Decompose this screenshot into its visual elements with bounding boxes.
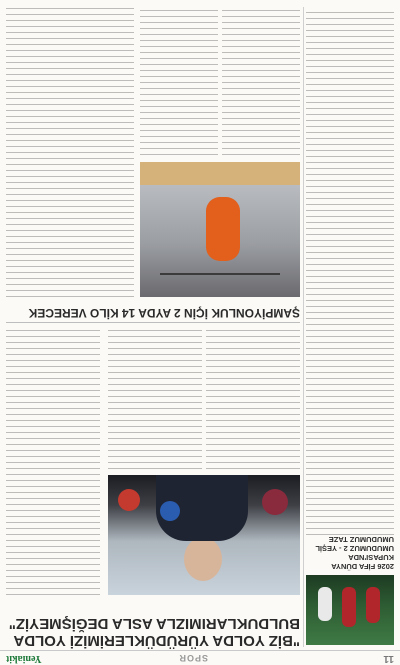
main-story-column-3 (108, 325, 202, 469)
column-divider (303, 7, 304, 647)
main-story-column-2 (206, 325, 300, 469)
section-divider (6, 322, 300, 323)
page-number: 11 (383, 653, 394, 664)
photo-ring-rope (160, 273, 280, 275)
photo-athlete (206, 197, 240, 261)
newspaper-logo: Yeniakit (6, 653, 42, 664)
photo-microphone (118, 489, 140, 511)
photo-ring-floor (140, 162, 300, 185)
photo-club-badge (160, 501, 180, 521)
main-story-column-1 (6, 325, 100, 595)
side-story-photo (306, 575, 394, 645)
main-story-photo (108, 475, 300, 595)
side-story-headline: 2026 FİFA DÜNYA KUPASI'NDA UMUDUMUZ 2 - YEŞİL UMUDUMUZ TAZE (315, 535, 394, 571)
photo-person-head (184, 537, 222, 581)
photo-player (342, 587, 356, 627)
second-story-photo (140, 162, 300, 297)
second-story-headline: ŞAMPİYONLUK İÇİN 2 AYDA 14 KİLO VERECEK (28, 306, 300, 320)
page-header (0, 650, 400, 665)
photo-player (318, 587, 332, 621)
second-story-column-1 (6, 7, 134, 297)
side-story-column (306, 10, 394, 535)
main-headline: "BİZ YOLDA YÜRÜDÜKLERİMİZİ YOLDA BULDUKLARIMIZLA ASLA DEĞİŞMEYİZ" (8, 615, 300, 649)
photo-player (366, 587, 380, 623)
photo-microphone (262, 489, 288, 515)
second-story-column-3 (140, 7, 218, 155)
section-name: SPOR (178, 653, 208, 663)
second-story-column-2 (222, 7, 300, 155)
